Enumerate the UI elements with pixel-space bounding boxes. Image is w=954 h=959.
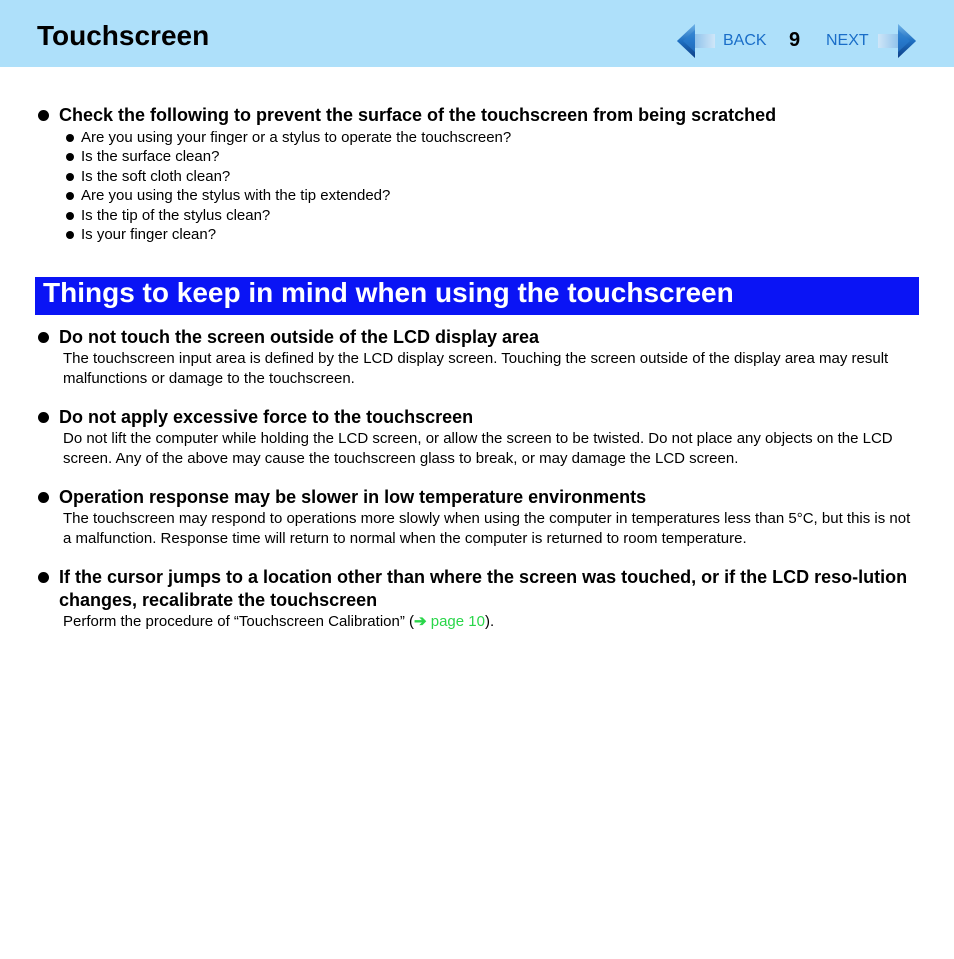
bullet-icon (38, 110, 49, 121)
back-button[interactable]: BACK (723, 32, 767, 49)
scratch-check-list (38, 128, 918, 244)
list-item (38, 167, 918, 186)
tip-item-low-temperature (38, 486, 918, 548)
list-item (38, 128, 918, 147)
list-item (38, 186, 918, 205)
bullet-icon (66, 173, 74, 181)
tip-body-suffix: ). (484, 613, 495, 630)
tip-item-excessive-force (38, 406, 918, 468)
list-item-text: Are you using your finger or a stylus to operate the touchscreen? (81, 129, 512, 146)
header-bar (0, 0, 954, 67)
list-item (38, 225, 918, 244)
page-link[interactable]: page 10 (430, 613, 485, 630)
tip-heading-text: Do not touch the screen outside of the LCD display area (59, 327, 540, 347)
bullet-icon (66, 192, 74, 200)
bullet-icon (66, 134, 74, 142)
section-banner (35, 277, 919, 315)
bullet-icon (66, 153, 74, 161)
tip-heading (38, 566, 918, 612)
list-item-text: Is the tip of the stylus clean? (81, 206, 271, 224)
bullet-icon (38, 492, 49, 503)
list-item (38, 206, 918, 225)
tip-body: Do not lift the computer while holding the LCD screen, or allow the screen to be twisted. Do not place any objects on the LCD screen. Any of the above may cause the touchscreen glass to break, or may damage the LCD screen. (63, 430, 893, 467)
list-item-text: Is the soft cloth clean? (81, 167, 231, 185)
arrow-left-icon[interactable] (675, 22, 717, 60)
next-button[interactable]: NEXT (826, 32, 869, 49)
bullet-icon (66, 231, 74, 239)
list-item-text: Are you using the stylus with the tip extended? (81, 187, 391, 205)
bullet-icon (66, 212, 74, 220)
list-item-text: Is the surface clean? (81, 148, 220, 166)
tip-body (38, 612, 918, 632)
bullet-icon (38, 412, 49, 423)
tip-heading (38, 326, 918, 349)
tip-item-lcd-area (38, 326, 918, 388)
tip-heading (38, 406, 918, 429)
bullet-icon (38, 572, 49, 583)
arrow-right-icon[interactable]: ➔ (414, 613, 427, 630)
tip-item-recalibrate (38, 566, 918, 632)
scratch-check-section (38, 104, 918, 244)
list-item-text: Is your finger clean? (81, 226, 217, 244)
tip-heading-text: Do not apply excessive force to the touchscreen (59, 407, 474, 427)
section-title: Things to keep in mind when using the touchscreen (43, 277, 734, 308)
arrow-right-icon[interactable] (876, 22, 918, 60)
tip-heading-text: If the cursor jumps to a location other than where the screen was touched, or if the LCD reso-lution changes, recalibrate the touchscreen (59, 567, 908, 610)
scratch-check-heading (38, 104, 918, 127)
bullet-icon (38, 332, 49, 343)
tip-body-text: Perform the procedure of “Touchscreen Calibration” ( (63, 613, 414, 630)
tip-heading (38, 486, 918, 509)
tip-heading-text: Operation response may be slower in low temperature environments (59, 487, 647, 507)
scratch-check-heading-text: Check the following to prevent the surface of the touchscreen from being scratched (59, 105, 777, 125)
tip-body: The touchscreen input area is defined by the LCD display screen. Touching the screen outside of the display area may result malfunctions or damage to the touchscreen. (63, 350, 889, 387)
page-number: 9 (789, 29, 801, 51)
tip-body: The touchscreen may respond to operations more slowly when using the computer in temperatures less than 5°C, but this is not a malfunction. Response time will return to normal when the computer is returned to room temperature. (63, 510, 911, 547)
list-item (38, 147, 918, 166)
page-title: Touchscreen (37, 20, 210, 51)
